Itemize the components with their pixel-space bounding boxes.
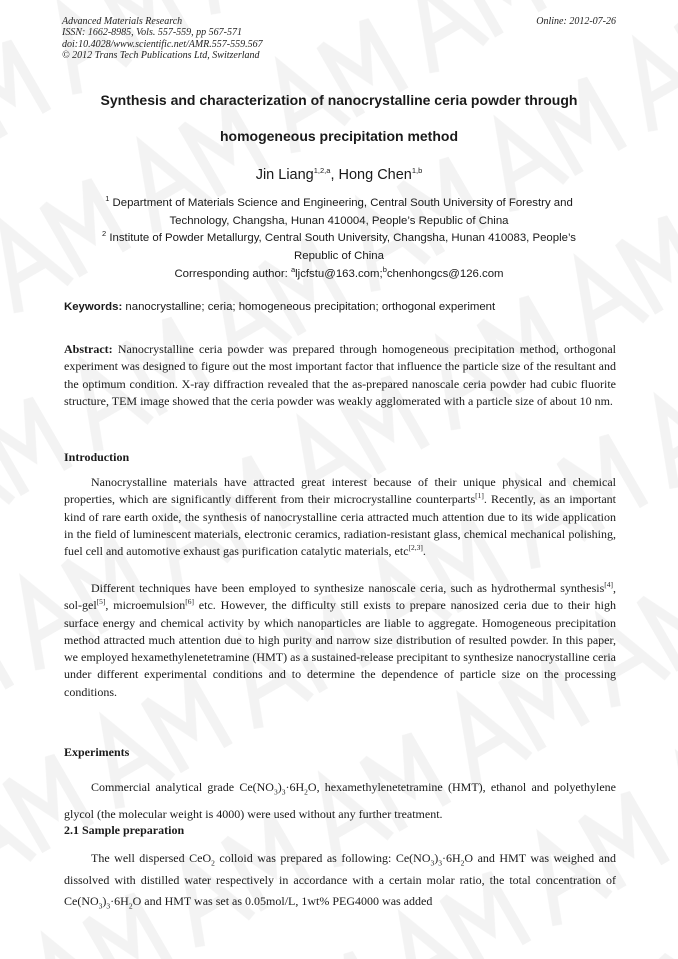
abstract-text: Nanocrystalline ceria powder was prepared through homogeneous precipitation method, orthogonal experiment was designed to figure out the most important factor that influence the particle size of the resultant and the optimum condition. X-ray diffraction revealed that the as-prepared nanoscale ceria powder had cubic fluorite structure, TEM image showed that the ceria powder was weakly agglomerated with a particle size of about 10 nm. bbox=[64, 342, 616, 408]
email-a: ljcfstu@163.com; bbox=[295, 267, 383, 280]
citation-5: [5] bbox=[96, 597, 106, 607]
copyright-line: © 2012 Trans Tech Publications Ltd, Switzerland bbox=[62, 50, 260, 62]
paper-title-line-2: homogeneous precipitation method bbox=[219, 128, 458, 144]
author-list bbox=[40, 167, 638, 183]
affiliation-1-number: 1 bbox=[105, 194, 110, 204]
citation-2-3: [2,3] bbox=[408, 543, 423, 553]
introduction-paragraph-2: Different techniques have been employed to synthesize nanoscale ceria, such as hydrothermal synthesis[4], sol-gel[5], microemulsion[6] etc. However, the difficulty still exists to prepare nanosized ceria due to their high surface energy and chemical activity by which nanoparticles are liable to aggregate. Homogeneous precipitation method attracted much attention due to high purity and narrow size distribution of resulted powder. In this paper, we employed hexamethylenetetramine (HMT) as a sustained-release precipitant to synthesize nanocrystalline ceria under different experimental conditions and to determine the dependence of particle size on the processing conditions. bbox=[64, 580, 616, 699]
abstract-label: Abstract: bbox=[64, 342, 113, 356]
keywords bbox=[64, 301, 616, 313]
issn-line: ISSN: 1662-8985, Vols. 557-559, pp 567-571 bbox=[62, 27, 242, 39]
keywords-label: Keywords: bbox=[64, 301, 123, 313]
journal-name: Advanced Materials Research bbox=[62, 16, 183, 27]
affiliation-2-line-2: Republic of China bbox=[294, 250, 384, 263]
affiliation-1-line-1: $^1$ Department of Materials Science and Engineering, Central South University of Forestry and bbox=[105, 194, 573, 209]
introduction-heading: Introduction bbox=[64, 450, 130, 464]
sample-preparation-heading: 2.1 Sample preparation bbox=[64, 823, 185, 837]
email-b: chenhongcs@126.com bbox=[386, 267, 504, 280]
introduction-paragraph-1: Nanocrystalline materials have attracted great interest because of their unique physical and chemical properties, which are significantly different from their microcrystalline counterparts[1]. Recently, as an important kind of rare earth oxide, the synthesis of nanocrystalline ceria attracted much attention due to its wide application in the field of luminescent materials, electronic ceramics, radiation-resistant glass, chemical mechanical polishing, fuel cell and automotive exhaust gas purification catalytic materials, etc[2,3]. bbox=[64, 475, 616, 559]
citation-1: [1] bbox=[475, 491, 484, 501]
keywords-text: nanocrystalline; ceria; homogeneous precipitation; orthogonal experiment bbox=[122, 301, 496, 313]
journal-header bbox=[62, 16, 263, 62]
online-date: Online: 2012-07-26 bbox=[536, 16, 616, 27]
author-1-name: Jin Liang bbox=[255, 167, 314, 183]
experiments-paragraph-2: The well dispersed CeO$_2$ colloid was prepared as following: $Ce(NO_3)_3\cdot 6H_2O$ and HMT was weighed and dissolved with distilled water respectively in accordance with a certain molar ratio, the total concentration of $Ce(NO_3)_3\cdot 6H_2O$ and HMT was set as 0.05mol/L, 1wt% PEG4000 was added bbox=[64, 851, 616, 911]
paper-title-line-1: Synthesis and characterization of nanocrystalline ceria powder through bbox=[100, 92, 578, 108]
author-2-name: Hong Chen bbox=[338, 167, 412, 183]
experiments-paragraph-1: Commercial analytical grade $Ce(NO_3)_3\cdot 6H_2O$, hexamethylenetetramine (HMT), ethanol and polyethylene glycol (the molecular weight is 4000) were used without any further treatment. bbox=[64, 780, 616, 821]
affiliation-1-line-2: Technology, Changsha, Hunan 410004, People’s Republic of China bbox=[169, 214, 509, 227]
affiliation-2-line-1: $^2$ Institute of Powder Metallurgy, Central South University, Changsha, Hunan 410083, People’s bbox=[102, 229, 576, 245]
affiliations bbox=[64, 195, 614, 284]
abstract bbox=[64, 341, 616, 410]
citation-4: [4] bbox=[604, 580, 613, 589]
affiliation-2-number: 2 bbox=[102, 229, 107, 239]
corresponding-author: Corresponding author: $^a$ljcfstu@163.com;$^b$chenhongcs@126.com bbox=[174, 265, 504, 280]
author-2-affil-sup: 1,b bbox=[411, 166, 423, 176]
citation-6: [6] bbox=[185, 597, 194, 607]
doi-line: doi:10.4028/www.scientific.net/AMR.557-559.567 bbox=[62, 38, 263, 50]
author-separator: , bbox=[330, 167, 339, 183]
experiments-heading: Experiments bbox=[64, 745, 130, 759]
author-1-affil-sup: 1,2,a bbox=[313, 166, 331, 176]
